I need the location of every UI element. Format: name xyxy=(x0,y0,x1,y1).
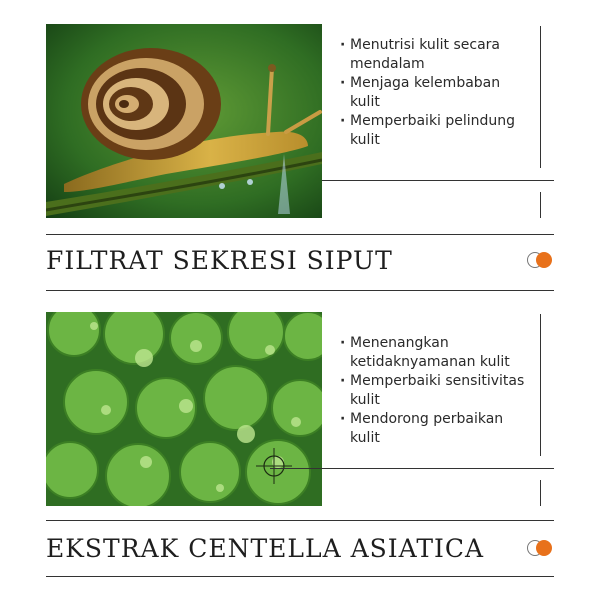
benefit-item: · Menenangkan ketidaknyamanan kulit xyxy=(340,334,530,372)
centella-leaves-photo xyxy=(46,312,322,506)
ingredient-title: EKSTRAK CENTELLA ASIATICA xyxy=(46,534,485,563)
divider xyxy=(270,468,554,469)
divider xyxy=(540,314,541,456)
benefit-item: · Menutrisi kulit secara mendalam xyxy=(340,36,530,74)
benefit-item: · Memperbaiki pelindung kulit xyxy=(340,112,530,150)
benefit-item: · Menjaga kelembaban kulit xyxy=(340,74,530,112)
accent-dots-icon xyxy=(527,540,559,556)
benefit-item: · Mendorong perbaikan kulit xyxy=(340,410,530,448)
centella-benefits-list xyxy=(340,334,530,448)
ingredient-title: FILTRAT SEKRESI SIPUT xyxy=(46,246,393,275)
divider xyxy=(46,520,554,521)
divider xyxy=(540,480,541,506)
benefit-item: · Memperbaiki sensitivitas kulit xyxy=(340,372,530,410)
divider xyxy=(46,576,554,577)
